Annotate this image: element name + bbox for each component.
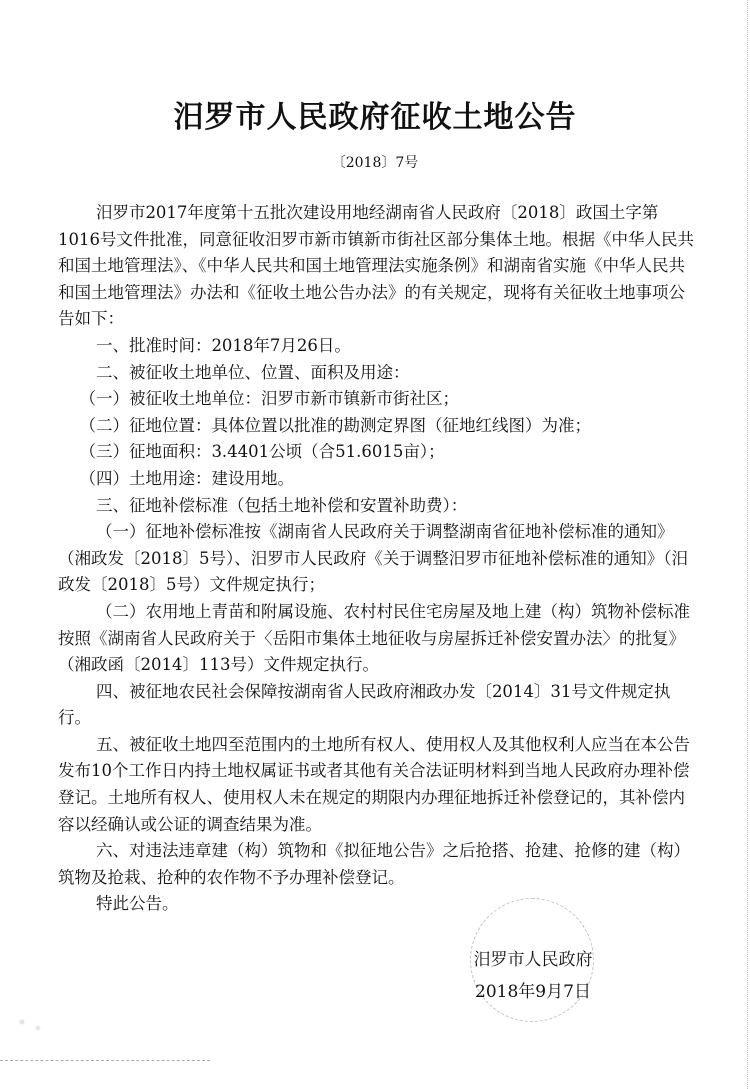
- paragraph-approval-time: 一、批准时间：2018年7月26日。: [95, 335, 351, 355]
- paragraph-land-area: （三）征地面积：3.4401公顷（合51.6015亩）；: [79, 442, 445, 462]
- paragraph-compensation-standard: （一）征地补偿标准按《湖南省人民政府关于调整湖南省征地补偿标准的通知》（湘政发〔2018〕5号）、汨罗市人民政府《关于调整汨罗市征地补偿标准的通知》（汨政发〔2018〕5号）文件规定执行；: [58, 522, 688, 595]
- paragraph-section-two: 二、被征收土地单位、位置、面积及用途：: [95, 362, 410, 382]
- scan-edge-line: [0, 1060, 210, 1061]
- paragraph-closing: 特此公告。: [95, 894, 179, 914]
- signature-block: [448, 944, 618, 1008]
- paragraph-registration: 五、被征收土地四至范围内的土地所有权人、使用权人及其他权利人应当在本公告发布10个工作日内持土地权属证书或者其他有关合法证明材料到当地人民政府办理补偿登记。土地所有权人、使用权人未在规定的期限内办理征地拆迁补偿登记的，其补偿内容以经确认或公证的调查结果为准。: [58, 734, 690, 834]
- issue-date: 2018年9月7日: [475, 982, 591, 1002]
- paragraph-crops-compensation: （二）农用地上青苗和附属设施、农村村民住宅房屋及地上建（构）筑物补偿标准按照《湖南省人民政府关于〈岳阳市集体土地征收与房屋拆迁补偿安置办法〉的批复》（湘政函〔2014〕113号）文件规定执行。: [58, 601, 690, 675]
- document-title: 汨罗市人民政府征收土地公告: [173, 100, 577, 135]
- scan-artifact: [10, 1010, 50, 1040]
- issuer-name: 汨罗市人民政府: [473, 950, 593, 970]
- document-body: [58, 200, 698, 918]
- page-edge: [743, 0, 748, 1089]
- paragraph-social-security: 四、被征地农民社会保障按湖南省人民政府湘政办发〔2014〕31号文件规定执行。: [58, 681, 671, 728]
- paragraph-section-three: 三、征地补偿标准（包括土地补偿和安置补助费）：: [95, 495, 468, 515]
- paragraph-intro: 汨罗市2017年度第十五批次建设用地经湖南省人民政府〔2018〕政国土字第1016号文件批准，同意征收汨罗市新市镇新市街社区部分集体土地。根据《中华人民共和国土地管理法》、《中华人民共和国土地管理法实施条例》和湖南省实施《中华人民共和国土地管理法》办法和《征收土地公告办法》的有关规定，现将有关征收土地事项公告如下：: [58, 203, 694, 329]
- paragraph-land-use: （四）土地用途：建设用地。: [79, 468, 294, 488]
- paragraph-illegal-buildings: 六、对违法违章建（构）筑物和《拟征地公告》之后抢搭、抢建、抢修的建（构）筑物及抢栽、抢种的农作物不予办理补偿登记。: [58, 841, 690, 887]
- paragraph-land-location: （二）征地位置：具体位置以批准的勘测定界图（征地红线图）为准；: [79, 415, 591, 435]
- document-number: 〔2018〕7号: [331, 155, 419, 171]
- paragraph-land-unit: （一）被征收土地单位：汨罗市新市镇新市街社区；: [79, 389, 459, 409]
